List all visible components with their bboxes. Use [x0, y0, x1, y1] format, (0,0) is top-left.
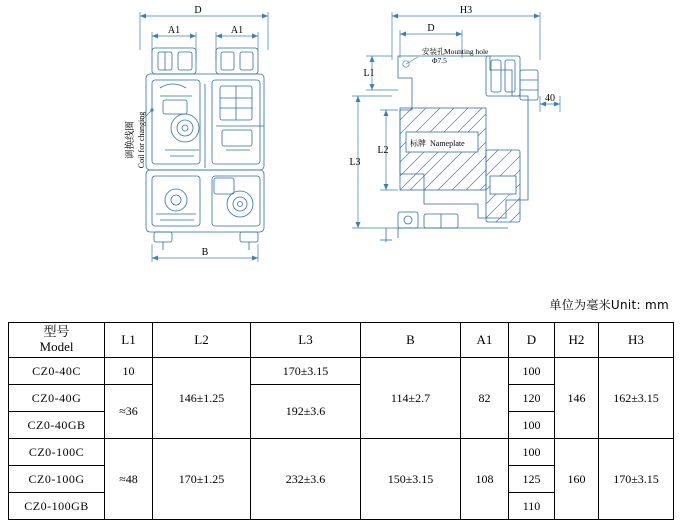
spec-table-wrapper: [8, 322, 673, 520]
spec-table: [8, 322, 674, 520]
table-row: [9, 358, 674, 385]
label-mounting-hole-en: Mounting hole: [444, 47, 489, 56]
cell-h3: 162±3.15: [599, 358, 674, 439]
unit-note: 单位为毫米Unit: mm: [549, 298, 669, 312]
label-coil-en: Coil for changing: [137, 111, 146, 169]
header-b: B: [361, 323, 461, 358]
table-header-row: [9, 323, 674, 358]
cell-l1: 10: [105, 358, 153, 385]
cell-l3: 192±3.6: [251, 385, 361, 439]
cell-l2: 170±1.25: [153, 439, 251, 520]
cell-l1: ≈36: [105, 385, 153, 439]
cell-l3: 170±3.15: [251, 358, 361, 385]
label-nameplate-en: Nameplate: [430, 139, 465, 148]
label-right-L1: L1: [363, 68, 375, 79]
cell-l2: 146±1.25: [153, 358, 251, 439]
label-left-A1-right: A1: [230, 25, 244, 36]
table-row: [9, 439, 674, 466]
cell-a1: 82: [461, 358, 509, 439]
cell-model: CZ0-40GB: [9, 412, 105, 439]
cell-model: CZ0-40G: [9, 385, 105, 412]
header-d: D: [509, 323, 555, 358]
cell-model: CZ0-40C: [9, 358, 105, 385]
cell-model: CZ0-100GB: [9, 493, 105, 520]
header-h2: H2: [555, 323, 599, 358]
header-l1: L1: [105, 323, 153, 358]
label-right-L2: L2: [377, 145, 389, 156]
cell-h2: 146: [555, 358, 599, 439]
cell-h3: 170±3.15: [599, 439, 674, 520]
cell-a1: 108: [461, 439, 509, 520]
cell-h2: 160: [555, 439, 599, 520]
label-coil-cn: 调换线圈: [125, 120, 136, 160]
label-mounting-hole-cn: 安装孔: [422, 47, 445, 56]
label-mounting-hole-spec: Φ7.5: [432, 56, 447, 65]
cell-model: CZ0-100C: [9, 439, 105, 466]
cell-model: CZ0-100G: [9, 466, 105, 493]
label-left-A1-left: A1: [167, 25, 181, 36]
header-model: 型号 Model: [9, 323, 105, 358]
cell-d: 125: [509, 466, 555, 493]
header-a1: A1: [461, 323, 509, 358]
left-elevation-drawing: [140, 12, 268, 262]
cell-b: 114±2.7: [361, 358, 461, 439]
cell-d: 100: [509, 358, 555, 385]
cell-b: 150±3.15: [361, 439, 461, 520]
cell-d: 120: [509, 385, 555, 412]
label-left-B: B: [201, 247, 209, 258]
cell-d: 110: [509, 493, 555, 520]
label-right-40: 40: [545, 93, 555, 104]
label-left-D: D: [194, 5, 202, 16]
cell-d: 100: [509, 412, 555, 439]
label-right-L3: L3: [349, 157, 361, 168]
label-nameplate-cn: 标牌: [410, 139, 426, 148]
cell-d: 100: [509, 439, 555, 466]
cell-l3: 232±3.6: [251, 439, 361, 520]
label-right-D: D: [427, 23, 435, 34]
label-right-H3: H3: [459, 5, 473, 16]
header-l2: L2: [153, 323, 251, 358]
header-l3: L3: [251, 323, 361, 358]
cell-l1: ≈48: [105, 439, 153, 520]
header-h3: H3: [599, 323, 674, 358]
